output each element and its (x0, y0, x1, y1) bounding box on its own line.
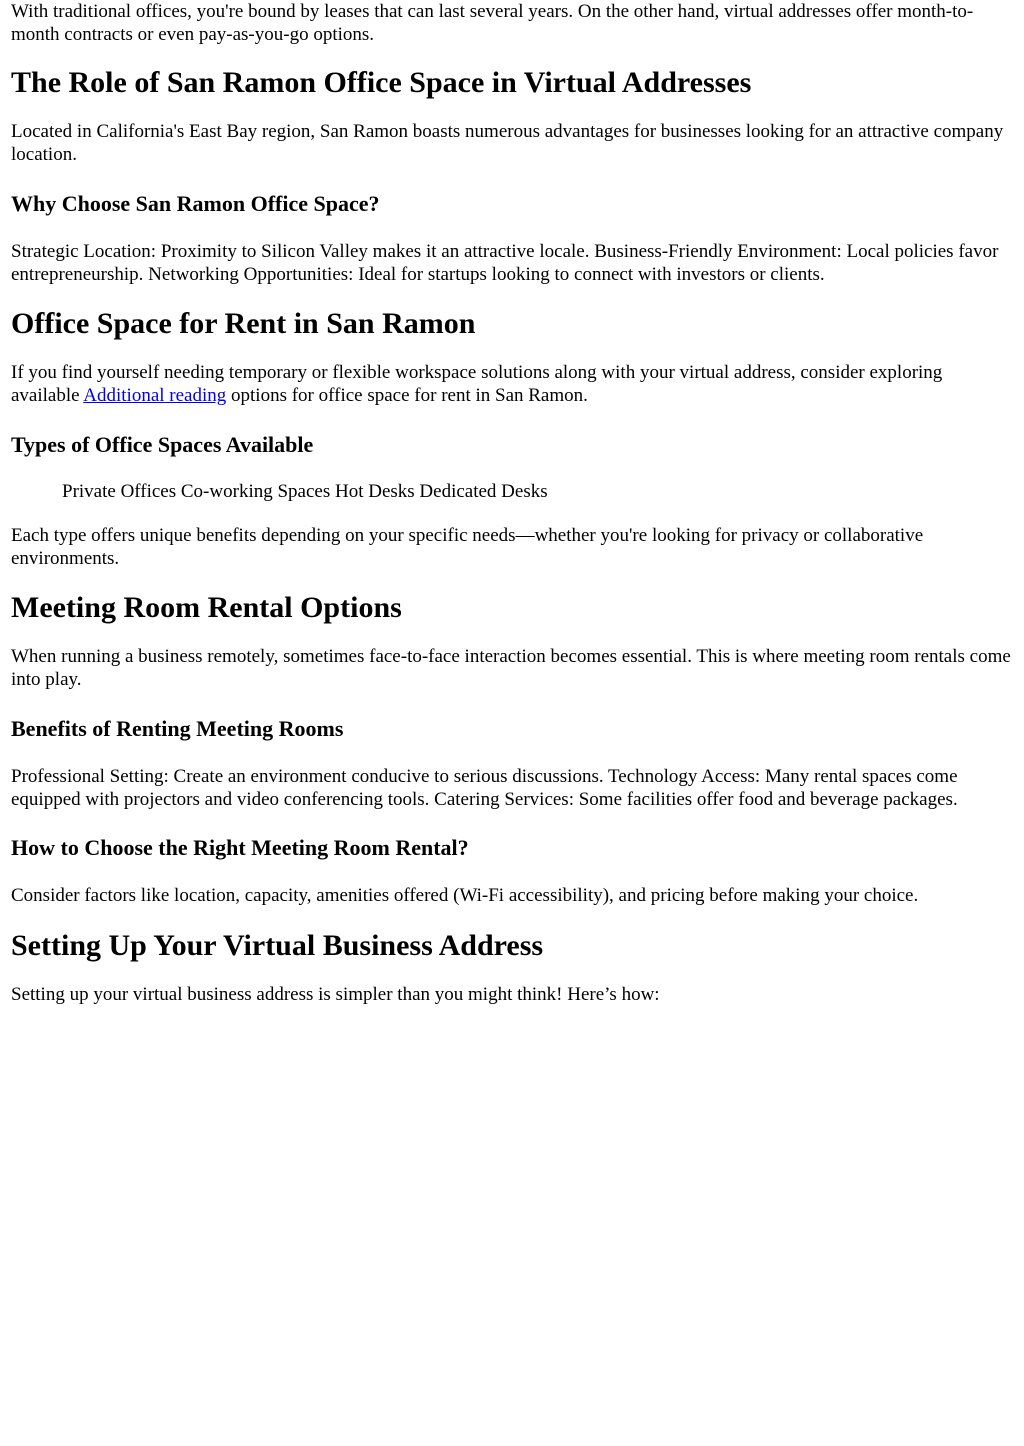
benefits-heading: Benefits of Renting Meeting Rooms (11, 716, 344, 741)
intro-paragraph: With traditional offices, you're bound by leases that can last several years. On the other hand, virtual addresses offer month-to-month contracts or even pay-as-you-go options. (11, 1, 974, 45)
role-section-heading: The Role of San Ramon Office Space in Virtual Addresses (11, 66, 752, 99)
benefits-paragraph: Professional Setting: Create an environment conducive to serious discussions. Technology Access: Many rental spaces come equipped with projectors and video conferencing tools. Catering Services: Some facilities offer food and beverage packages. (11, 766, 958, 810)
choose-room-paragraph: Consider factors like location, capacity, amenities offered (Wi-Fi accessibility), and pricing before making your choice. (11, 885, 919, 906)
why-choose-paragraph: Strategic Location: Proximity to Silicon Valley makes it an attractive locale. Business-Friendly Environment: Local policies favor entrepreneurship. Networking Opportunities: Ideal for startups looking to connect with investors or clients. (11, 241, 999, 285)
role-section-paragraph: Located in California's East Bay region, San Ramon boasts numerous advantages for businesses looking for an attractive company location. (11, 121, 1004, 165)
rent-text-before: If you find yourself needing temporary or flexible workspace solutions along with your virtual address, consider exploring available (11, 362, 943, 406)
setup-section-heading: Setting Up Your Virtual Business Address (11, 929, 544, 962)
choose-room-heading: How to Choose the Right Meeting Room Rental? (11, 835, 469, 860)
why-choose-heading: Why Choose San Ramon Office Space? (11, 191, 380, 216)
setup-section-paragraph: Setting up your virtual business address is simpler than you might think! Here’s how: (11, 984, 660, 1005)
additional-reading-link[interactable]: Additional reading (83, 385, 227, 406)
types-heading: Types of Office Spaces Available (11, 432, 314, 457)
types-paragraph: Each type offers unique benefits depending on your specific needs—whether you're looking for privacy or collaborative environments. (11, 525, 924, 569)
meeting-section-heading: Meeting Room Rental Options (11, 591, 402, 624)
rent-section-heading: Office Space for Rent in San Ramon (11, 307, 476, 340)
meeting-section-paragraph: When running a business remotely, sometimes face-to-face interaction becomes essential. This is where meeting room rentals come into play. (11, 646, 1011, 690)
rent-section-paragraph (11, 361, 1014, 407)
rent-text-after: options for office space for rent in San Ramon. (226, 385, 588, 406)
types-list: Private Offices Co-working Spaces Hot Desks Dedicated Desks (62, 481, 548, 502)
